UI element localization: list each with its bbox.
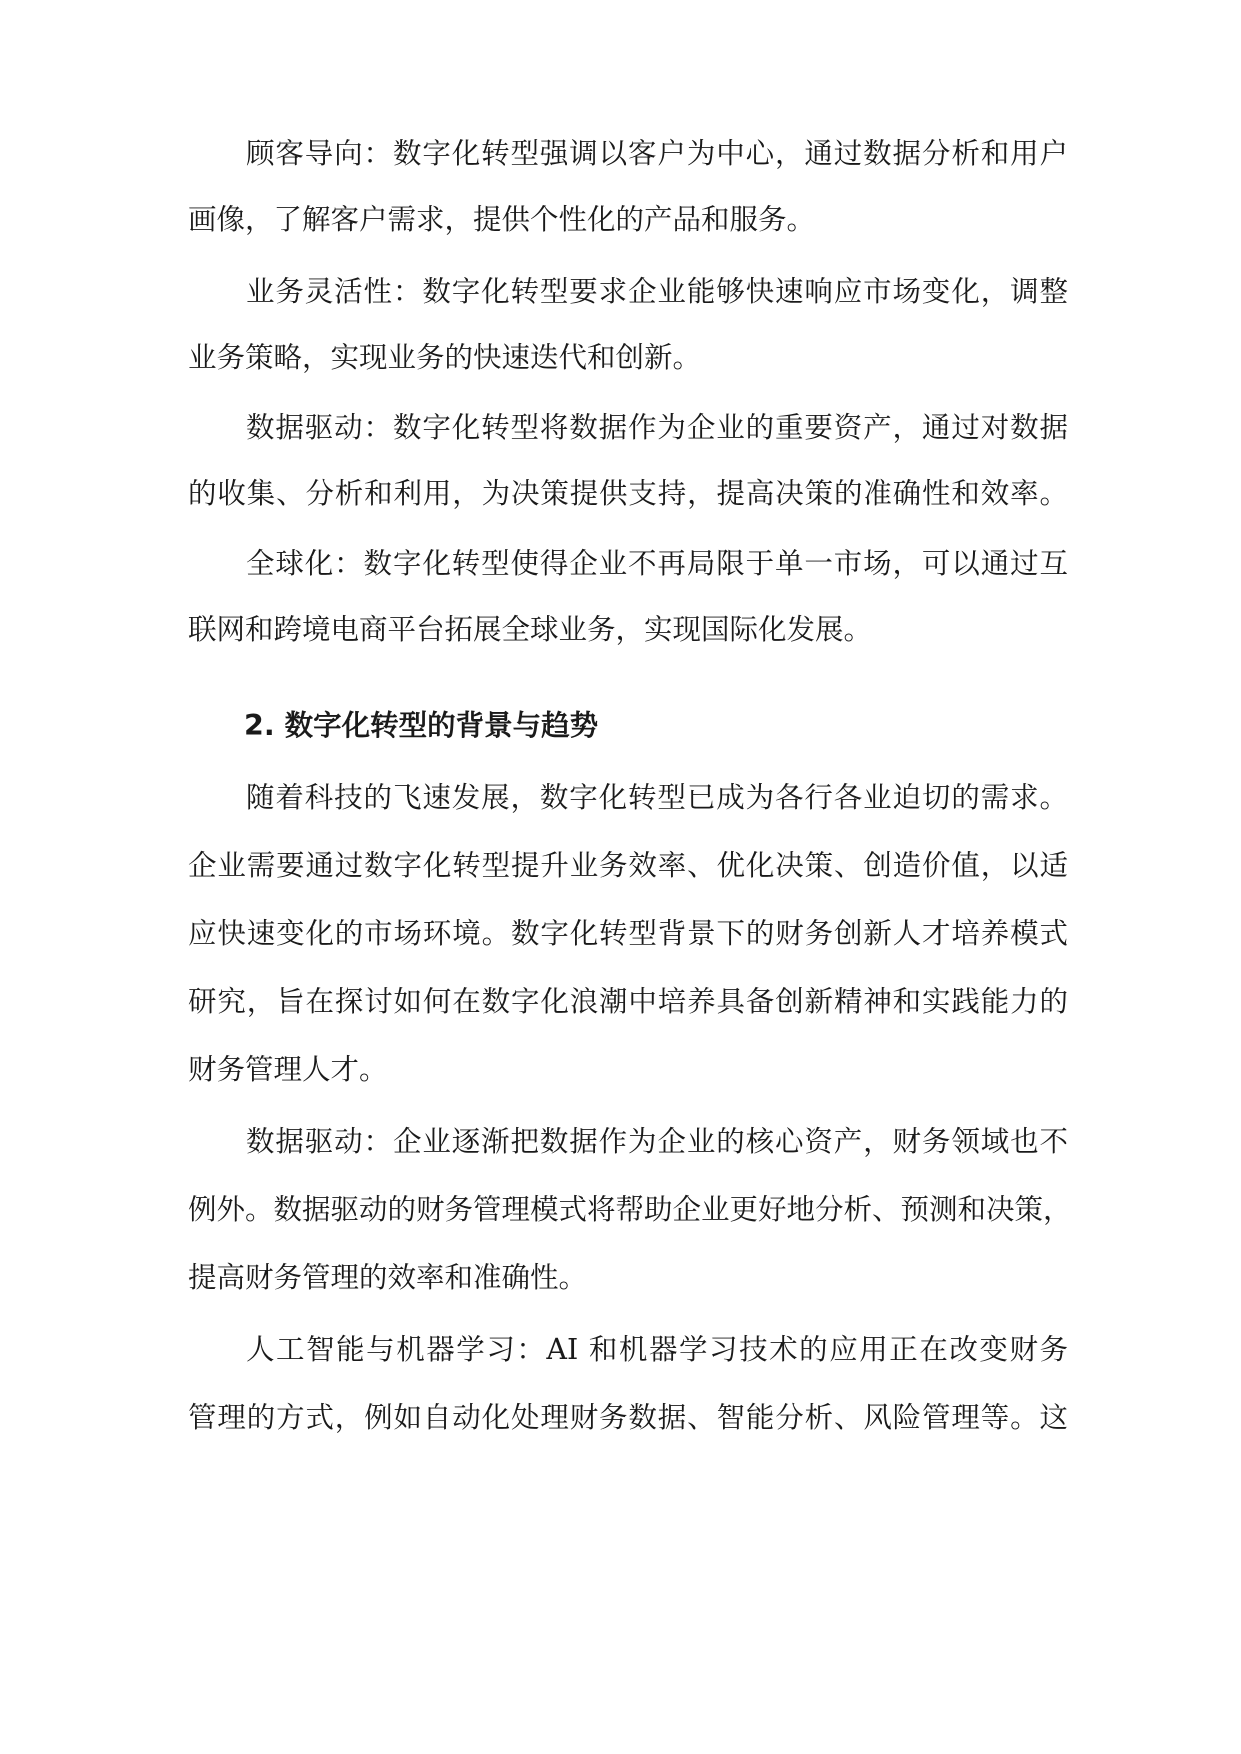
paragraph-3-line-2: 的收集、分析和利用，为决策提供支持，提高决策的准确性和效率。 [188,477,1068,510]
paragraph-2-line-2: 业务策略，实现业务的快速迭代和创新。 [188,341,702,374]
paragraph-2-line-1: 业务灵活性：数字化转型要求企业能够快速响应市场变化，调整 [246,275,1068,308]
section-heading: 2. 数字化转型的背景与趋势 [244,709,599,742]
section-paragraph-2-line-1: 数据驱动：企业逐渐把数据作为企业的核心资产，财务领域也不 [246,1125,1068,1158]
paragraph-1-line-2: 画像，了解客户需求，提供个性化的产品和服务。 [188,203,816,236]
paragraph-1-line-1: 顾客导向：数字化转型强调以客户为中心，通过数据分析和用户 [246,137,1068,170]
section-paragraph-3-line-2: 管理的方式，例如自动化处理财务数据、智能分析、风险管理等。这 [188,1401,1068,1434]
section-paragraph-1-line-2: 企业需要通过数字化转型提升业务效率、优化决策、创造价值，以适 [188,849,1068,882]
section-paragraph-2-line-2: 例外。数据驱动的财务管理模式将帮助企业更好地分析、预测和决策， [188,1193,1072,1226]
section-paragraph-1-line-1: 随着科技的飞速发展，数字化转型已成为各行各业迫切的需求。 [246,781,1068,814]
section-paragraph-3-line-1: 人工智能与机器学习：AI 和机器学习技术的应用正在改变财务 [246,1333,1068,1366]
section-paragraph-1-line-5: 财务管理人才。 [188,1053,388,1086]
paragraph-3-line-1: 数据驱动：数字化转型将数据作为企业的重要资产，通过对数据 [246,411,1068,444]
section-paragraph-2-line-3: 提高财务管理的效率和准确性。 [188,1261,588,1294]
paragraph-4-line-2: 联网和跨境电商平台拓展全球业务，实现国际化发展。 [188,613,873,646]
paragraph-4-line-1: 全球化：数字化转型使得企业不再局限于单一市场，可以通过互 [246,547,1068,580]
section-paragraph-1-line-3: 应快速变化的市场环境。数字化转型背景下的财务创新人才培养模式 [188,917,1068,950]
section-paragraph-1-line-4: 研究，旨在探讨如何在数字化浪潮中培养具备创新精神和实践能力的 [188,985,1068,1018]
